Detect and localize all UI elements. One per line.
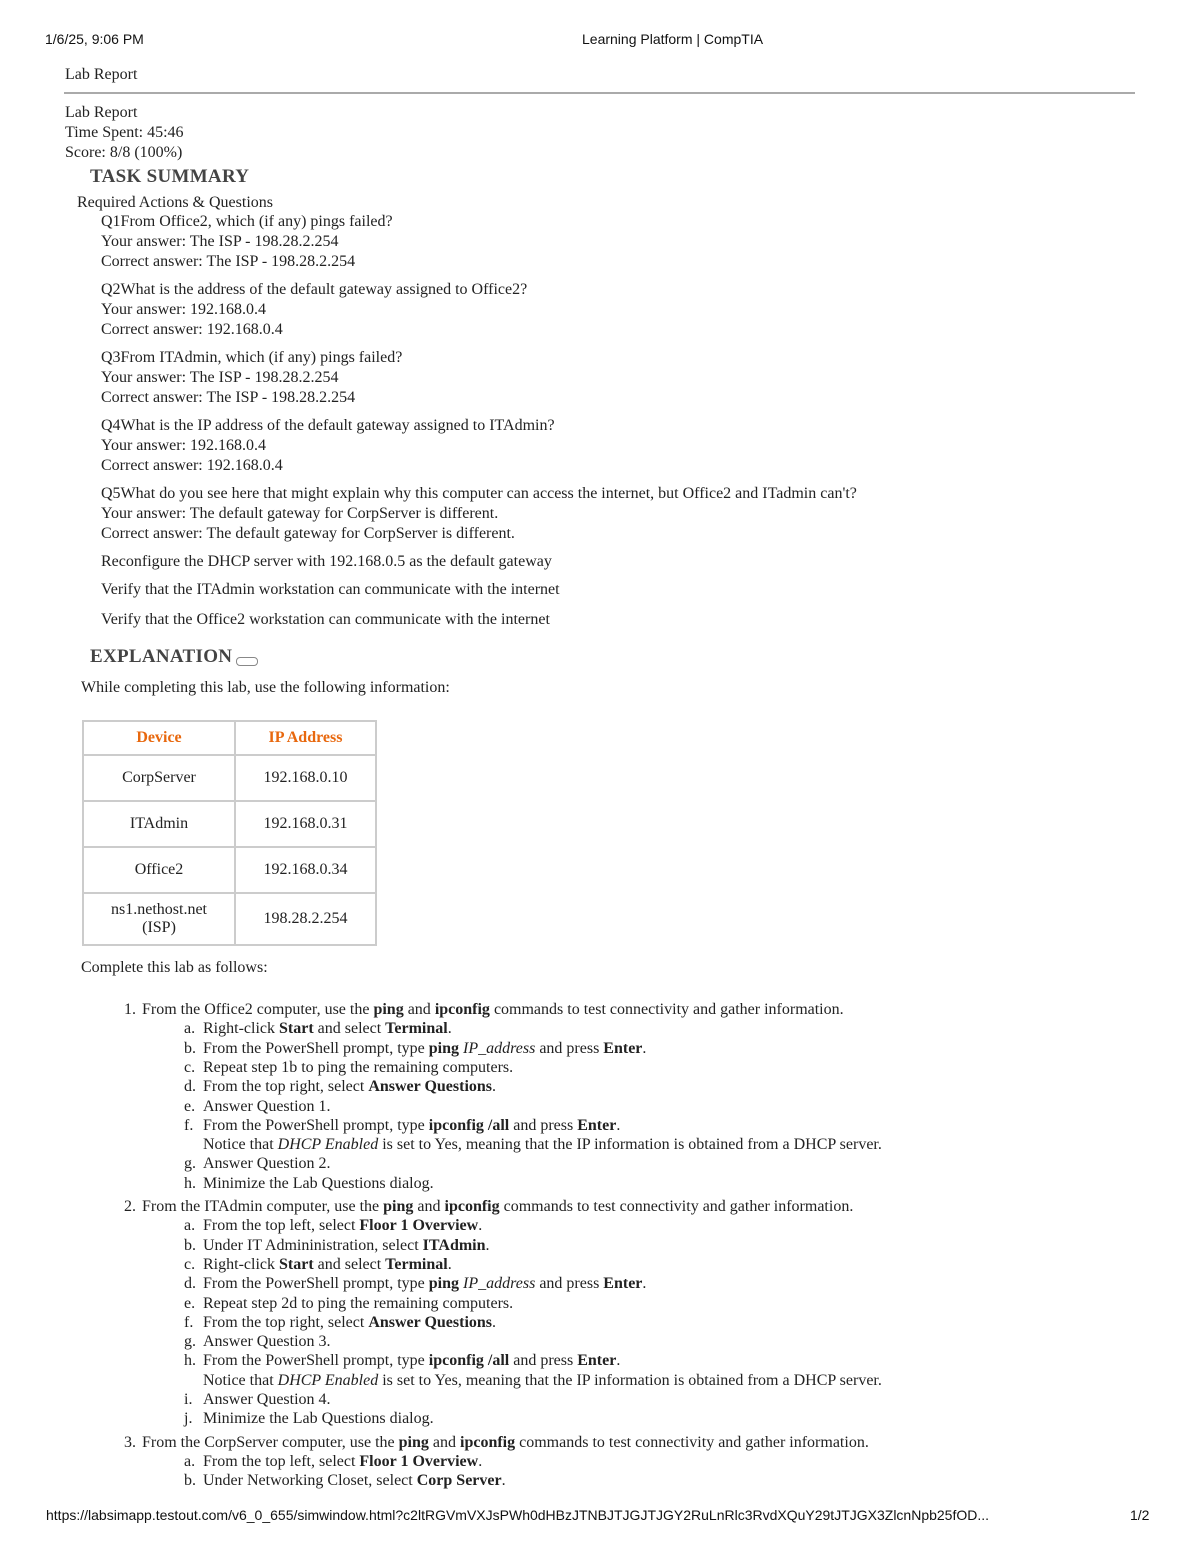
step-text: Repeat step 1b to ping the remaining computers. — [203, 1058, 514, 1076]
step-text: From the Office2 computer, use the ping and ipconfig commands to test connectivity and gather information. — [142, 1001, 844, 1018]
step-text: From the PowerShell prompt, type ping IP_address and press Enter. — [203, 1039, 647, 1057]
task-summary-heading: TASK SUMMARY — [90, 166, 250, 187]
ip-cell: 198.28.2.254 — [235, 893, 376, 945]
time-spent: Time Spent: 45:46 — [65, 124, 184, 141]
step-text: Answer Question 4. — [203, 1391, 331, 1408]
step-number: f. — [184, 1116, 194, 1134]
table-header-row — [83, 721, 376, 755]
table-row — [83, 801, 376, 847]
step-text: Answer Question 3. — [203, 1333, 331, 1351]
explanation-heading — [90, 646, 258, 668]
print-page-number: 1/2 — [1130, 1507, 1150, 1523]
correct-answer: Correct answer: The default gateway for CorpServer is different. — [101, 525, 515, 542]
correct-answer: Correct answer: 192.168.0.4 — [101, 321, 283, 338]
step-number: i. — [184, 1391, 193, 1408]
required-action: Verify that the Office2 workstation can communicate with the internet — [101, 611, 550, 628]
required-action: Verify that the ITAdmin workstation can communicate with the internet — [101, 581, 560, 598]
step-text: From the PowerShell prompt, type ping IP_address and press Enter. — [203, 1275, 647, 1293]
your-answer: Your answer: The ISP - 198.28.2.254 — [101, 369, 339, 386]
your-answer: Your answer: The default gateway for CorpServer is different. — [101, 505, 499, 522]
question-text: Q2What is the address of the default gateway assigned to Office2? — [101, 281, 528, 298]
your-answer: Your answer: 192.168.0.4 — [101, 437, 267, 454]
step-text: From the PowerShell prompt, type ipconfig /all and press Enter. — [203, 1352, 621, 1370]
step-number: 2. — [124, 1198, 136, 1215]
step-text: Repeat step 2d to ping the remaining computers. — [203, 1294, 514, 1312]
step-text: From the top right, select Answer Questions. — [203, 1078, 497, 1096]
collapse-toggle-icon[interactable] — [236, 657, 258, 666]
report-title: Lab Report — [65, 104, 138, 121]
ip-cell: 192.168.0.31 — [235, 801, 376, 847]
step-text: Minimize the Lab Questions dialog. — [203, 1410, 434, 1428]
step-text: Minimize the Lab Questions dialog. — [203, 1174, 434, 1192]
step-text: From the ITAdmin computer, use the ping and ipconfig commands to test connectivity and gather information. — [142, 1198, 854, 1215]
print-datetime: 1/6/25, 9:06 PM — [45, 31, 144, 47]
step-number: f. — [184, 1313, 194, 1331]
step-text: Right-click Start and select Terminal. — [203, 1255, 452, 1273]
step-number: b. — [184, 1236, 196, 1254]
step-number: c. — [184, 1058, 196, 1076]
explanation-intro: While completing this lab, use the following information: — [81, 679, 450, 696]
device-cell: Office2 — [83, 847, 235, 893]
explanation-heading-text: EXPLANATION — [90, 646, 233, 667]
step-text: Notice that DHCP Enabled is set to Yes, meaning that the IP information is obtained from a DHCP server. — [203, 1136, 882, 1154]
print-url: https://labsimapp.testout.com/v6_0_655/simwindow.html?c2ltRGVmVXJsPWh0dHBzJTNBJTJGJTJGY2RuLnRlc3RvdXQuY29tJTJGX3ZlcnNpb25fOD... — [46, 1507, 990, 1523]
step-number: e. — [184, 1097, 196, 1115]
header-divider — [64, 92, 1135, 94]
step-number: a. — [184, 1452, 196, 1470]
question-text: Q3From ITAdmin, which (if any) pings failed? — [101, 349, 403, 366]
step-number: j. — [184, 1410, 193, 1428]
table-header-device: Device — [83, 721, 235, 755]
report-header: Lab Report — [65, 66, 138, 83]
print-page-title: Learning Platform | CompTIA — [582, 31, 764, 47]
step-number: d. — [184, 1275, 196, 1293]
score: Score: 8/8 (100%) — [65, 144, 183, 161]
correct-answer: Correct answer: The ISP - 198.28.2.254 — [101, 389, 356, 406]
step-number: b. — [184, 1472, 196, 1490]
step-text: Answer Question 1. — [203, 1097, 331, 1115]
step-text: Notice that DHCP Enabled is set to Yes, meaning that the IP information is obtained from a DHCP server. — [203, 1371, 882, 1389]
ip-cell: 192.168.0.34 — [235, 847, 376, 893]
step-text: Answer Question 2. — [203, 1155, 331, 1173]
ip-cell: 192.168.0.10 — [235, 755, 376, 801]
step-number: h. — [184, 1174, 196, 1192]
step-number: 3. — [124, 1433, 136, 1451]
required-action: Reconfigure the DHCP server with 192.168.0.5 as the default gateway — [101, 553, 552, 570]
your-answer: Your answer: 192.168.0.4 — [101, 301, 267, 318]
step-text: From the top right, select Answer Questions. — [203, 1313, 497, 1331]
complete-intro: Complete this lab as follows: — [81, 959, 268, 976]
step-text: From the top left, select Floor 1 Overview. — [203, 1452, 483, 1470]
required-actions-heading: Required Actions & Questions — [77, 194, 273, 211]
table-row — [83, 755, 376, 801]
table-row — [83, 847, 376, 893]
step-number: a. — [184, 1020, 196, 1038]
question-text: Q1From Office2, which (if any) pings failed? — [101, 213, 393, 230]
step-number: b. — [184, 1039, 196, 1057]
step-number: 1. — [124, 1001, 136, 1018]
question-text: Q5What do you see here that might explain why this computer can access the internet, but Office2 and ITadmin can't? — [101, 485, 857, 502]
step-text: Under Networking Closet, select Corp Server. — [203, 1472, 506, 1490]
step-number: c. — [184, 1255, 196, 1273]
table-row — [83, 893, 376, 945]
your-answer: Your answer: The ISP - 198.28.2.254 — [101, 233, 339, 250]
step-text: Right-click Start and select Terminal. — [203, 1020, 452, 1038]
step-text: Under IT Admininistration, select ITAdmin. — [203, 1236, 490, 1254]
step-text: From the CorpServer computer, use the ping and ipconfig commands to test connectivity and gather information. — [142, 1433, 869, 1451]
question-text: Q4What is the IP address of the default gateway assigned to ITAdmin? — [101, 417, 555, 434]
step-number: g. — [184, 1333, 196, 1351]
correct-answer: Correct answer: 192.168.0.4 — [101, 457, 283, 474]
device-cell: ns1.nethost.net (ISP) — [83, 893, 235, 945]
step-number: e. — [184, 1294, 196, 1312]
device-cell: ITAdmin — [83, 801, 235, 847]
device-cell: CorpServer — [83, 755, 235, 801]
step-number: d. — [184, 1078, 196, 1096]
correct-answer: Correct answer: The ISP - 198.28.2.254 — [101, 253, 356, 270]
step-text: From the top left, select Floor 1 Overview. — [203, 1217, 483, 1235]
table-header-ip: IP Address — [235, 721, 376, 755]
step-number: a. — [184, 1217, 196, 1235]
step-number: h. — [184, 1352, 196, 1370]
step-number: g. — [184, 1155, 196, 1173]
ip-address-table — [82, 720, 377, 946]
step-text: From the PowerShell prompt, type ipconfig /all and press Enter. — [203, 1116, 621, 1134]
